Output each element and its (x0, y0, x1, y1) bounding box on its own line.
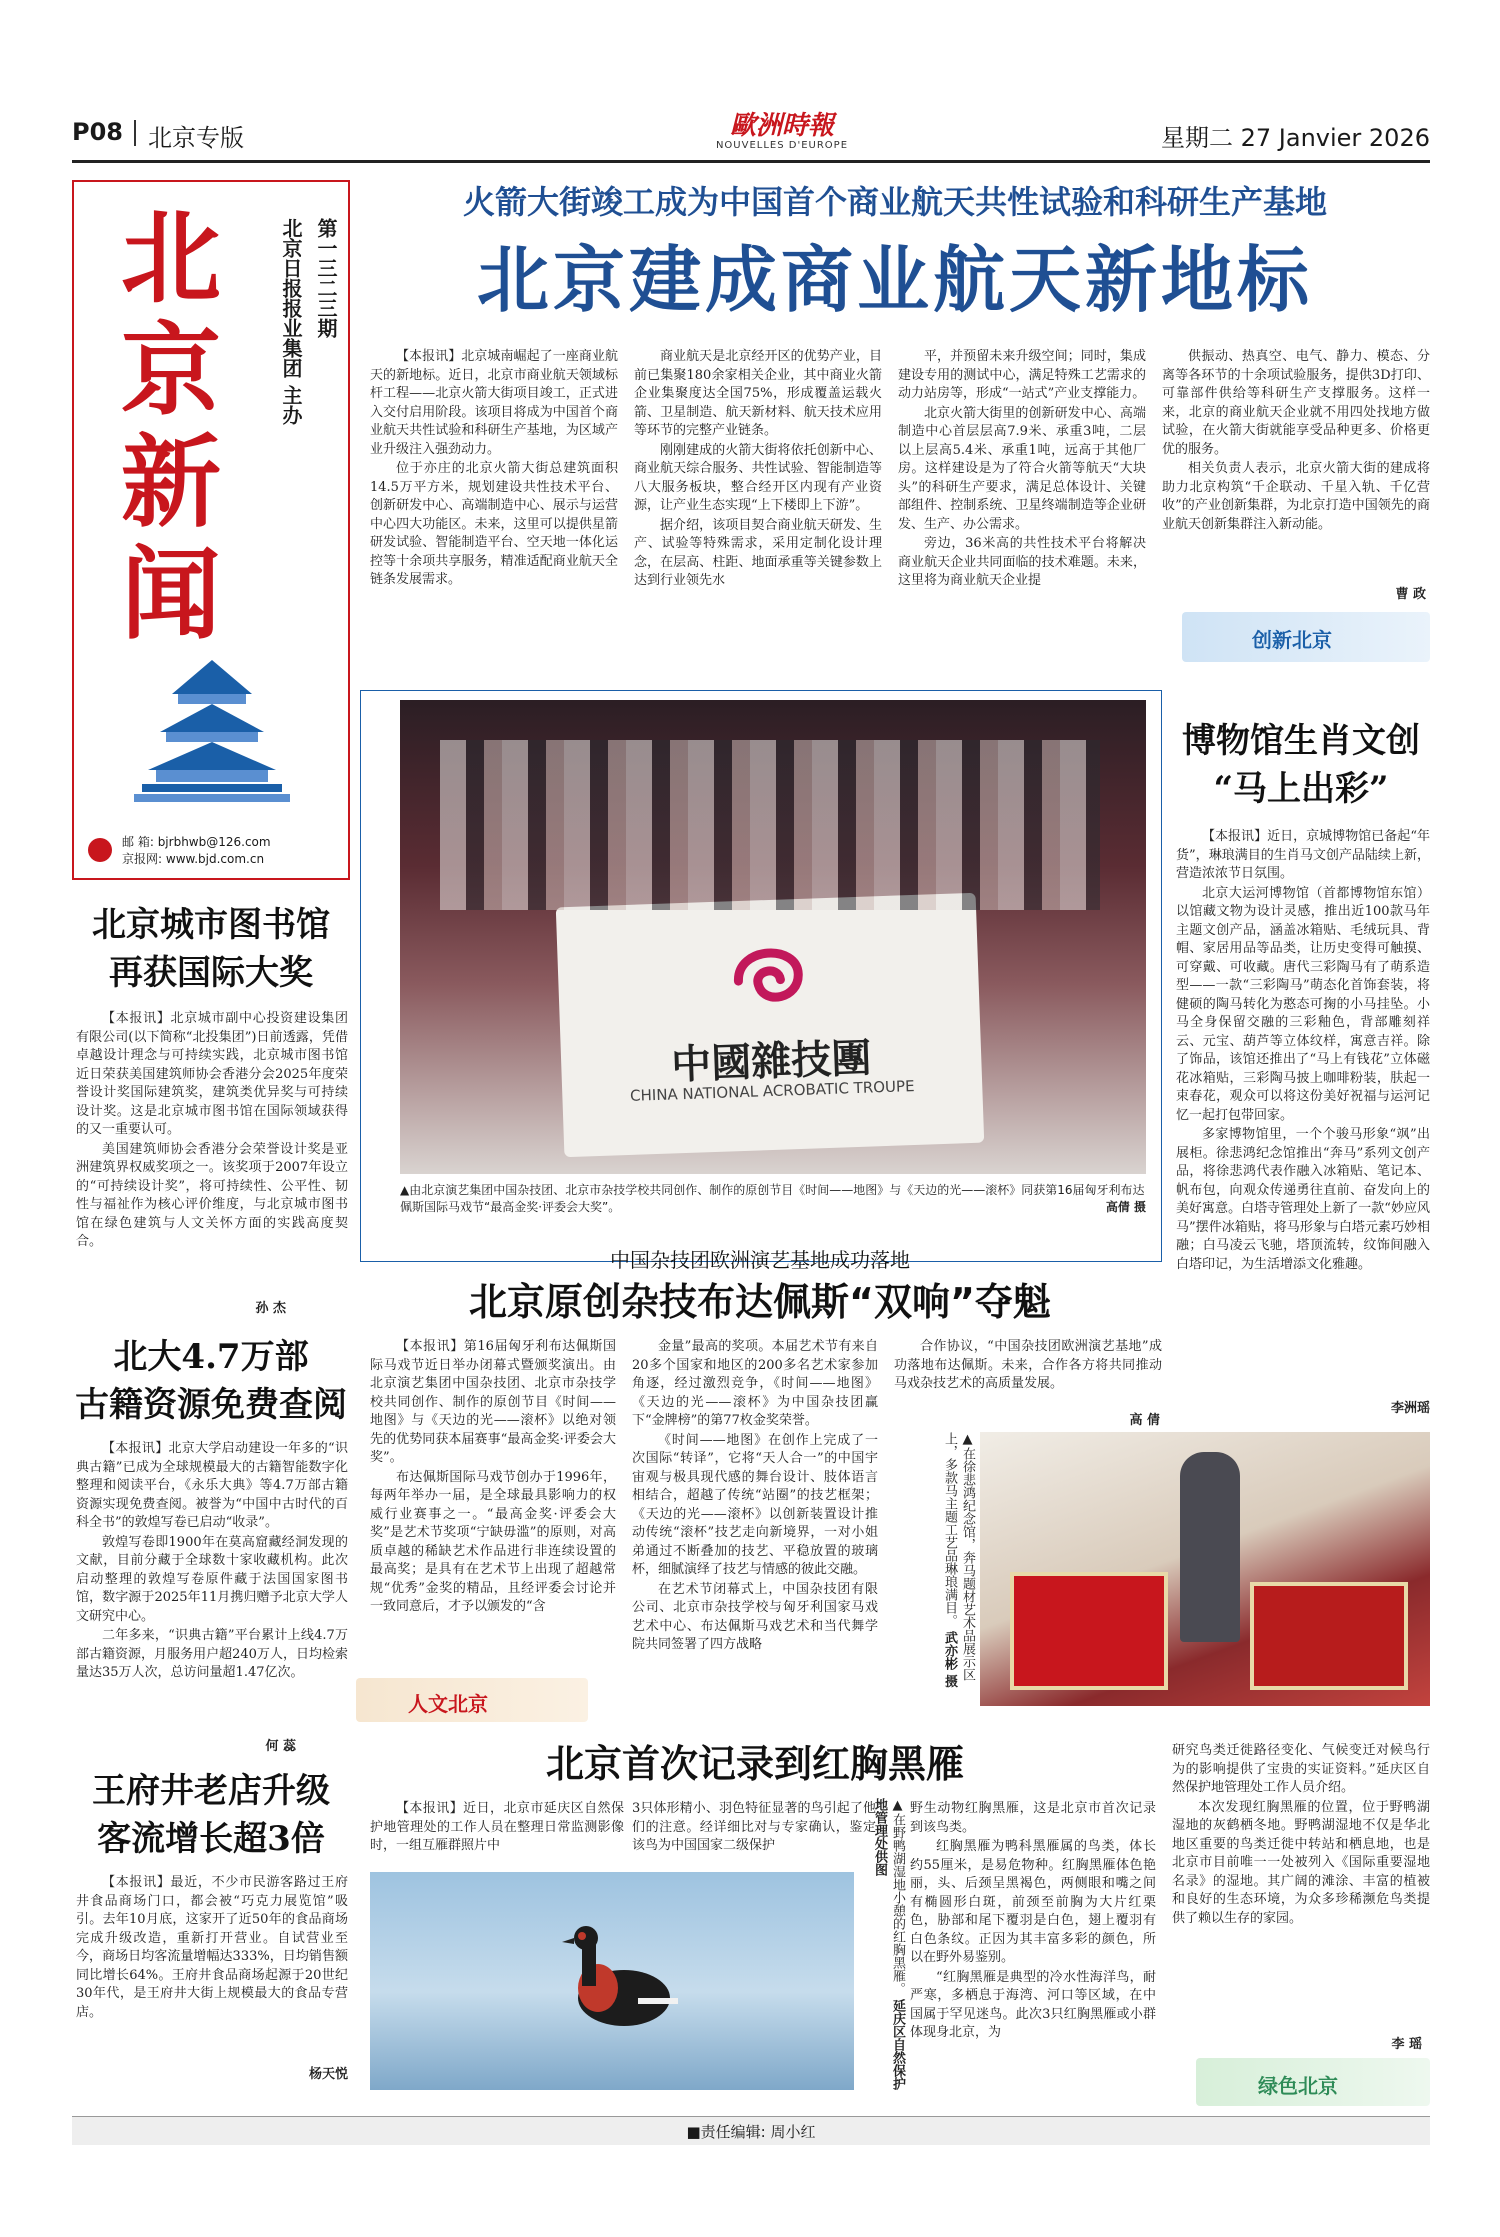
acro-photo-caption (400, 1182, 1146, 1236)
paragraph: 金量”最高的奖项。本届艺术节有来自20多个国家和地区的200多名艺术家参加角逐，经过激烈竞争，《时间——地图》《天边的光——滚杯》为中国杂技团赢下“金牌榜”的第77枚金奖荣誉。 (632, 1339, 878, 1428)
goose-title: 北京首次记录到红胸黑雁 (545, 1742, 964, 1786)
email-label: 邮 箱: (122, 835, 154, 849)
museum-title-1: 博物馆生肖文创 (1182, 721, 1420, 761)
paragraph: 红胸黑雁为鸭科黑雁属的鸟类，体长约55厘米，是易危物种。红胸黑雁体色艳丽，头、后颈呈黑褐色，两侧眼和嘴之间有椭圆形白斑，前颈至前胸为大片红栗色，胁部和尾下覆羽是白色，翅上覆羽有白色条纹。正因为其丰富多彩的颜色，所以在野外易鉴别。 (910, 1839, 1156, 1965)
caption-text: ▲在野鸭湖湿地小憩的红胸黑雁。 (890, 1798, 905, 1995)
masthead-char: 北 (121, 199, 221, 317)
caption-credit: 武亦彬 摄 (942, 1631, 957, 1688)
page-header (72, 112, 1430, 162)
temple-of-heaven-icon (132, 652, 292, 812)
lead-col-4 (1162, 348, 1430, 610)
badge-text: 人文北京 (408, 1692, 488, 1716)
museum-title-2: “马上出彩” (1213, 769, 1389, 809)
masthead-char: 闻 (121, 535, 221, 653)
paragraph: 商业航天是北京经开区的优势产业，目前已集聚180余家相关企业，其中商业火箭企业集聚度达全国75%，形成覆盖运载火箭、卫星制造、航天新材料、航天技术应用等环节的完整产业链条。 (634, 349, 882, 438)
paragraph: 【本报讯】近日，京城博物馆已备起“年货”，琳琅满目的生肖马文创产品陆续上新，营造浓浓节日氛围。 (1176, 829, 1430, 881)
website[interactable]: www.bjd.com.cn (165, 852, 265, 866)
masthead-box (72, 180, 350, 880)
goose-col-2 (632, 1800, 876, 1858)
wangfujing-title-2: 客流增长超3倍 (97, 1819, 325, 1859)
paragraph: “红胸黑雁是典型的冷水性海洋鸟，耐严寒，多栖息于海湾、河口等区域，在中国属于罕见迷鸟。此次3只红胸黑雁或小群体现身北京，为 (910, 1969, 1156, 2040)
museum-photo-caption (892, 1432, 976, 1702)
lead-title: 北京建成商业航天新地标 (476, 238, 1313, 322)
caption-credit: 高倩 摄 (1105, 1200, 1146, 1214)
paragraph: 多家博物馆里，一个个骏马形象“飒”出展柜。徐悲鸿纪念馆推出“奔马”系列文创产品，将徐悲鸿代表作融入冰箱贴、笔记本、帆布包，向观众传递勇往直前、奋发向上的美好寓意。白塔寺管理处上新了一款“妙应风马”摆件冰箱贴，将马形象与白塔元素巧妙相融；白马凌云飞驰，塔顶流转，纹饰间融入白塔印记，为生活增添文化雅趣。 (1176, 1127, 1430, 1272)
painting-panel (1250, 1582, 1408, 1690)
issue-date: 星期二 27 Janvier 2026 (1160, 124, 1430, 152)
pku-title-1: 北大4.7万部 (113, 1337, 309, 1377)
caption-text: ▲在徐悲鸿纪念馆，奔马题材艺术品展示区上，多款马主题工艺品琳琅满目。 (942, 1432, 975, 1681)
paragraph: 据介绍，该项目契合商业航天研发、生产、试验等特殊需求，采用定制化设计理念，在层高、柱距、地面承重等关键参数上达到行业领先水 (634, 517, 882, 588)
masthead-contact (88, 834, 338, 868)
museum-body (1176, 828, 1430, 1400)
paragraph: 【本报讯】近日，北京市延庆区自然保护地管理处的工作人员在整理日常监测影像时，一组互雁群照片中 (370, 1801, 624, 1853)
contact-logo-icon (88, 838, 112, 862)
goose-byline: 李 瑶 (1391, 2037, 1422, 2052)
paragraph: 位于亦庄的北京火箭大街总建筑面积14.5万平方米，规划建设共性技术平台、创新研发中心、高端制造中心、展示与运营中心四大功能区。未来，这里可以提供星箭研发试验、智能制造平台、空天地一体化运控等十余项共享服务，精准适配商业航天全链条发展需求。 (370, 461, 618, 587)
paragraph: 北京大运河博物馆（首都博物馆东馆）以馆藏文物为设计灵感，推出近100款马年主题文创产品，涵盖冰箱贴、毛绒玩具、背帽、家居用品等品类，让历史变得可触摸、可穿戴、可收藏。唐代三彩陶马有了萌系造型——一款“三彩陶马”萌态化首饰套装，将健硕的陶马转化为憨态可掬的小马挂坠。小马全身保留交融的三彩釉色，背部雕刻祥云、元宝、葫芦等立体纹样，寓意吉祥。除了饰品，该馆还推出了“马上有钱花”立体磁花冰箱贴，三彩陶马披上咖啡粉装，肤起一束春花，观众可以将这份美好祝福与运河记忆一起打包带回家。 (1176, 885, 1430, 1123)
goose-col-4 (1172, 1742, 1430, 2034)
badge-innovation-beijing (1182, 612, 1430, 662)
photo-banner (556, 893, 984, 1158)
lead-col-1 (370, 348, 618, 668)
paragraph: 美国建筑师协会香港分会荣誉设计奖是亚洲建筑界权威奖项之一。该奖项于2007年设立的“可持续设计奖”，将可持续性、公平性、韧性与福祉作为核心评价维度，与北京城市图书馆在绿色建筑与人文关怀方面的实践高度契合。 (76, 1141, 348, 1249)
masthead-char: 新 (121, 423, 221, 541)
goose-icon (546, 1918, 686, 2048)
logo-cn: 歐洲時報 (729, 111, 834, 141)
paragraph: 二年多来，“识典古籍”平台累计上线4.7万部古籍资源，月服务用户超240万人，日均检索量达35万人次，总访问量超1.47亿次。 (76, 1628, 348, 1680)
paragraph: 【本报讯】最近，不少市民游客路过王府井食品商场门口，都会被“巧克力展览馆”吸引。去年10月底，这家开了近50年的食品商场完成升级改造，重新打开营业。自试营业至今，商场日均客流量增幅达333%，日均销售额同比增长64%。王府井食品商场起源于20世纪30年代，是王府井大街上规模最大的食品专营店。 (76, 1875, 348, 2020)
lead-kicker: 火箭大街竣工成为中国首个商业航天共性试验和科研生产基地 (462, 183, 1327, 221)
paragraph: 合作协议，“中国杂技团欧洲演艺基地”成功落地布达佩斯。未来，合作各方将共同推动马戏杂技艺术的高质量发展。 (894, 1339, 1162, 1391)
museum-byline: 李洲瑶 (1390, 1401, 1430, 1416)
editor-credit (72, 2121, 1430, 2142)
badge-culture-beijing (356, 1678, 588, 1722)
goose-col-1 (370, 1800, 624, 1858)
page-number: P08 (72, 118, 123, 146)
masthead-char: 京 (121, 311, 221, 429)
footer-bar (72, 2116, 1430, 2145)
lead-byline: 曹 政 (1395, 587, 1426, 602)
site-label: 京报网: (122, 852, 163, 866)
caption-credit: 延庆区自然保护地管理处供图 (872, 1798, 905, 2091)
logo (672, 112, 892, 151)
acro-col-2 (632, 1338, 878, 1696)
library-title-1: 北京城市图书馆 (92, 905, 330, 945)
masthead-issue: 第一三二三期 (314, 218, 338, 338)
wangfujing-byline: 杨天悦 (308, 2067, 348, 2082)
performers-group (440, 740, 1100, 910)
paragraph: 【本报讯】第16届匈牙利布达佩斯国际马戏节近日举办闭幕式暨颁奖演出。由北京演艺集团中国杂技团、北京市杂技学校共同创作、制作的原创节目《时间——地图》与《天边的光——滚杯》以绝对领先的优势同获本届赛事“最高金奖·评委会大奖”。 (370, 1339, 616, 1465)
visitor (1180, 1452, 1240, 1642)
goose-photo-caption (858, 1798, 906, 2098)
pku-body (76, 1440, 348, 1740)
badge-text: 绿色北京 (1258, 2074, 1338, 2098)
acro-col-3 (894, 1338, 1162, 1414)
section-name: 北京专版 (148, 124, 244, 152)
paragraph: 平，并预留未来升级空间；同时，集成建设专用的测试中心，满足特殊工艺需求的动力站房等，形成“一站式”产业支撑能力。 (898, 349, 1146, 401)
editor-name: 周小红 (770, 2123, 816, 2141)
badge-text: 创新北京 (1252, 628, 1332, 652)
paragraph: 【本报讯】北京城市副中心投资建设集团有限公司(以下简称“北投集团”)日前透露，凭借卓越设计理念与可持续实践，北京城市图书馆近日荣获美国建筑师协会香港分会2025年度荣誉设计奖国际建筑奖，建筑类优异奖与可持续设计奖。这是北京城市图书馆在国际领域获得的又一重要认可。 (76, 1011, 348, 1137)
header-rule (72, 160, 1430, 163)
masthead-publisher: 北京日报报业集团 主办 (279, 218, 303, 425)
pku-title-2: 古籍资源免费查阅 (75, 1385, 347, 1425)
acro-title: 北京原创杂技布达佩斯“双响”夺魁 (469, 1280, 1051, 1324)
troupe-logo-icon (717, 928, 820, 1021)
pku-byline: 何 蕊 (265, 1739, 296, 1754)
email[interactable]: bjrbhwb@126.com (157, 835, 271, 849)
horse-figurines-photo (980, 1432, 1430, 1706)
editor-label: ■责任编辑: (686, 2123, 766, 2141)
banner-en: CHINA NATIONAL ACROBATIC TROUPE (629, 1076, 915, 1105)
red-breasted-goose-photo (370, 1872, 854, 2090)
caption-text: ▲由北京演艺集团中国杂技团、北京市杂技学校共同创作、制作的原创节目《时间——地图》与《天边的光——滚杯》同获第16届匈牙利布达佩斯国际马戏节“最高金奖·评委会大奖”。 (400, 1183, 1145, 1214)
acro-kicker: 中国杂技团欧洲演艺基地成功落地 (610, 1248, 910, 1272)
acro-byline: 高 倩 (1129, 1413, 1160, 1428)
paragraph: 旁边，36米高的共性技术平台将解决商业航天企业共同面临的技术难题。未来，这里将为商业航天企业提 (898, 536, 1146, 588)
acrobat-troupe-photo (400, 700, 1146, 1174)
paragraph: 供振动、热真空、电气、静力、模态、分离等各环节的十余项试验服务，提供3D打印、可靠部件供给等科研生产支撑服务。这样一来，北京的商业航天企业就不用四处找地方做试验，在火箭大街就能享受品种更多、价格更优的服务。 (1162, 349, 1430, 457)
paragraph: 《时间——地图》在创作上完成了一次国际“转译”，它将“天人合一”的中国宇宙观与极具现代感的舞台设计、肢体语言相结合，超越了传统“站圈”的技艺框架；《天边的光——滚杯》以创新装置设计推动传统“滚杯”技艺走向新境界，一对小姐弟通过不断叠加的技艺、平稳放置的玻璃杯，细腻演绎了技艺与情感的彼此交融。 (632, 1432, 878, 1577)
paragraph: 本次发现红胸黑雁的位置，位于野鸭湖湿地的灰鹤栖冬地。野鸭湖湿地不仅是华北地区重要的鸟类迁徙中转站和栖息地，也是北京市目前唯一一处被列入《国际重要湿地名录》的湿地。其广阔的滩涂、丰富的植被和良好的生态环境，为众多珍稀濒危鸟类提供了赖以生存的家园。 (1172, 1799, 1430, 1926)
paragraph: 研究鸟类迁徙路径变化、气候变迁对候鸟行为的影响提供了宝贵的实证资料。”延庆区自然保护地管理处工作人员介绍。 (1172, 1743, 1430, 1795)
header-divider (134, 120, 136, 146)
banner-cn: 中國雜技團 (670, 1034, 873, 1089)
paragraph: 在艺术节闭幕式上，中国杂技团有限公司、北京市杂技学校与匈牙利国家马戏艺术中心、布达佩斯马戏艺术和当代舞学院共同签署了四方战略 (632, 1581, 878, 1652)
painting-panel (1010, 1572, 1168, 1690)
paragraph: 北京火箭大街里的创新研发中心、高端制造中心首层层高7.9米、承重3吨，二层以上层高5.4米、承重1吨，远高于其他厂房。这样建设是为了符合火箭等航天“大块头”的科研生产要求，满足总体设计、关键部组件、控制系统、卫星终端制造等企业研发、生产、办公需求。 (898, 405, 1146, 532)
paragraph: 布达佩斯国际马戏节创办于1996年，每两年举办一届，是全球最具影响力的权威行业赛事之一。“最高金奖·评委会大奖”是艺术节奖项“宁缺毋滥”的原则，对高质卓越的稀缺艺术作品进行非连续设置的最高奖；是具有在艺术节上出现了超越常规“优秀”金奖的精品，且经评委会讨论并一致同意后，才予以颁发的“含 (370, 1469, 616, 1614)
paragraph: 敦煌写卷即1900年在莫高窟藏经洞发现的文献，目前分藏于全球数十家收藏机构。此次启动整理的敦煌写卷原件藏于法国国家图书馆，数字源于2025年11月携归赠予北京大学人文研究中心。 (76, 1534, 348, 1624)
library-title-2: 再获国际大奖 (109, 953, 313, 993)
paragraph: 相关负责人表示，北京火箭大街的建成将助力北京构筑“千企联动、千星入轨、千亿营收”的产业创新集群，为北京打造中国领先的商业航天创新集群注入新动能。 (1162, 461, 1430, 532)
library-byline: 孙 杰 (255, 1301, 286, 1316)
lead-col-2 (634, 348, 882, 668)
badge-green-beijing (1196, 2058, 1430, 2106)
wangfujing-title-1: 王府井老店升级 (92, 1771, 330, 1811)
library-body (76, 1010, 348, 1306)
paragraph: 3只体形精小、羽色特征显著的鸟引起了他们的注意。经详细比对与专家确认，鉴定该鸟为中国国家二级保护 (632, 1801, 876, 1853)
paragraph: 【本报讯】北京大学启动建设一年多的“识典古籍”已成为全球规模最大的古籍智能数字化整理和阅读平台，《永乐大典》等4.7万部古籍资源实现免费查阅。被誉为“中国中古时代的百科全书”的敦煌写卷已启动“收录”。 (76, 1441, 348, 1530)
masthead-title (96, 199, 246, 653)
paragraph: 刚刚建成的火箭大街将依托创新中心、商业航天综合服务、共性试验、智能制造等八大服务板块，整合经开区内现有产业资源，让产业生态实现“上下楼即上下游”。 (634, 442, 882, 513)
paragraph: 野生动物红胸黑雁，这是北京市首次记录到该鸟类。 (910, 1801, 1156, 1835)
wangfujing-body (76, 1874, 348, 2060)
paragraph: 【本报讯】北京城南崛起了一座商业航天的新地标。近日，北京市商业航天领域标杆工程——北京火箭大街项目竣工，正式进入交付启用阶段。该项目将成为中国首个商业航天共性试验和科研生产基地，为区域产业升级注入强劲动力。 (370, 349, 618, 457)
goose-col-3 (910, 1800, 1156, 2096)
lead-col-3 (898, 348, 1146, 668)
acro-col-1 (370, 1338, 616, 1696)
logo-fr: NOUVELLES D'EUROPE (715, 140, 849, 151)
